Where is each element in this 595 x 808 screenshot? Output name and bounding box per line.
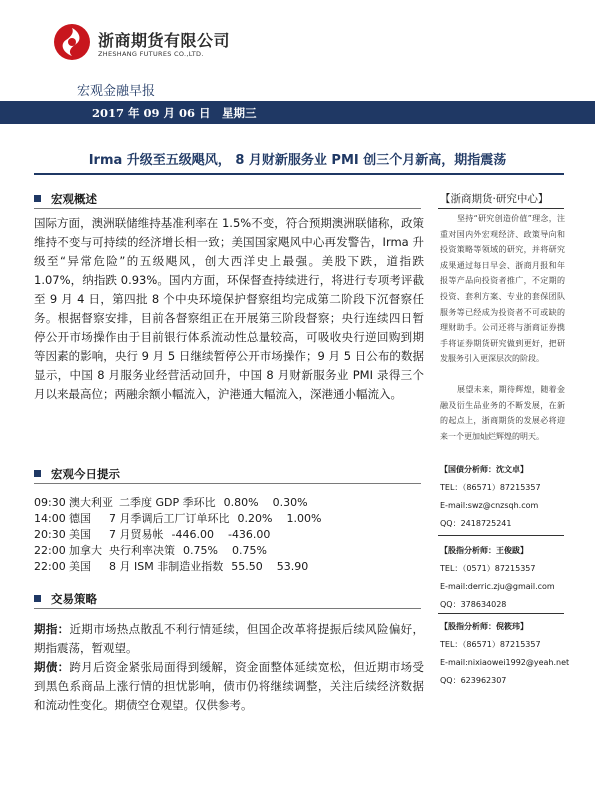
analyst-card <box>440 618 580 690</box>
strategy-item-index-futures: 期指：近期市场热点散乱不利行情延续，但国企改革将提振后续风险偏好，期指震荡，暂观望。 <box>34 622 424 655</box>
calendar-row <box>34 543 321 559</box>
analyst-email[interactable]: E-mail:nixiaowei1992@yeah.net <box>440 658 570 667</box>
event-time: 09:30 <box>34 496 66 509</box>
analyst-email[interactable]: E-mail:derric.zju@gmail.com <box>440 582 555 591</box>
event-time: 20:30 <box>34 528 66 541</box>
company-name-cn: 浙商期货有限公司 <box>98 31 231 50</box>
event-country: 加拿大 <box>69 544 102 557</box>
section-divider <box>34 608 421 609</box>
event-item: 7 月季调后工厂订单环比 <box>109 512 230 525</box>
company-logo <box>52 22 292 72</box>
sidebar-divider <box>438 613 564 614</box>
analyst-card <box>440 461 580 533</box>
date-bar <box>0 101 595 124</box>
headline-divider <box>34 173 564 175</box>
event-forecast: -436.00 <box>227 528 271 541</box>
event-previous: 55.50 <box>231 560 263 573</box>
analyst-name: 【国债分析师：沈文卓】 <box>440 465 528 474</box>
calendar-row <box>34 527 321 543</box>
event-forecast: 53.90 <box>276 560 309 573</box>
section-divider <box>34 483 421 484</box>
headline: Irma 升级至五级飓风， 8 月财新服务业 PMI 创三个月新高，期指震荡 <box>88 153 507 168</box>
event-country: 美国 <box>69 528 91 541</box>
analyst-qq: QQ：623962307 <box>440 676 507 685</box>
analyst-tel: TEL：（86571）87215357 <box>440 483 541 492</box>
report-type: 宏观金融早报 <box>77 84 156 99</box>
event-forecast: 1.00% <box>286 512 322 525</box>
macro-calendar <box>34 495 321 575</box>
section-title-calendar: 宏观今日提示 <box>34 466 120 482</box>
sidebar-divider <box>438 535 564 536</box>
analyst-qq: QQ：378634028 <box>440 600 507 609</box>
analyst-email[interactable]: E-mail:swz@cnzsqh.com <box>440 501 539 510</box>
calendar-row <box>34 511 321 527</box>
strategy-item-bond-futures: 期债：跨月后资金紧张局面得到缓解，资金面整体延续宽松，但近期市场受到黑色系商品上涨行情的担忧影响，债市仍将继续调整，关注后续经济数据和流动性变化。期债空仓观望。仅供参考。 <box>34 660 424 712</box>
event-previous: 0.20% <box>237 512 273 525</box>
strategy-text <box>34 620 424 715</box>
section-title-strategy: 交易策略 <box>34 591 97 607</box>
analyst-name: 【股指分析师：倪筱玮】 <box>440 622 528 631</box>
section-divider <box>34 208 421 209</box>
event-forecast: 0.75% <box>231 544 267 557</box>
square-bullet-icon <box>34 595 41 602</box>
sidebar-paragraph: 坚持“研究创造价值”理念，注重对国内外宏观经济、政策导向和投资策略等领域的研究，并将研究成果通过每日早会、浙商月报和年报等产品向投资者推广，不定期的投资、套利方案、专业的套保团队服务等已经成为投资者不可或缺的理财助手。公司还将与浙商证券携手将证券期货研究做到更好，把研发服务引入更深层次的阶段。 <box>440 214 565 364</box>
event-item: 7 月贸易帐 <box>109 528 164 541</box>
event-time: 22:00 <box>34 544 66 557</box>
sidebar-paragraph: 展望未来，期待辉煌，随着金融及衍生品业务的不断发展，在新的起点上，浙商期货的发展必将迎来一个更加灿烂辉煌的明天。 <box>440 385 565 441</box>
event-time: 22:00 <box>34 560 66 573</box>
sidebar-divider <box>438 208 564 209</box>
event-previous: 0.80% <box>223 496 259 509</box>
analyst-name: 【股指分析师：王俊跋】 <box>440 546 528 555</box>
event-time: 14:00 <box>34 512 66 525</box>
square-bullet-icon <box>34 195 41 202</box>
calendar-row <box>34 559 321 575</box>
sidebar-title: 【浙商期货·研究中心】 <box>440 193 549 205</box>
analyst-qq: QQ：2418725241 <box>440 519 512 528</box>
zheshang-logo-icon <box>52 22 92 62</box>
event-item: 央行利率决策 <box>109 544 175 557</box>
event-forecast: 0.30% <box>272 496 308 509</box>
analyst-tel: TEL：（86571）87215357 <box>440 640 541 649</box>
event-previous: 0.75% <box>183 544 218 557</box>
analyst-card <box>440 542 580 614</box>
event-country: 德国 <box>69 512 91 525</box>
calendar-row <box>34 495 321 511</box>
event-item: 8 月 ISM 非制造业指数 <box>109 560 224 573</box>
square-bullet-icon <box>34 470 41 477</box>
event-previous: -446.00 <box>171 528 214 541</box>
event-country: 美国 <box>69 560 91 573</box>
section-title-overview: 宏观概述 <box>34 191 97 207</box>
overview-text: 国际方面，澳洲联储维持基准利率在 1.5%不变，符合预期澳洲联储称，政策维持不变与可持续的经济增长相一致；美国国家飓风中心再发警告，Irma 升级至“异常危险”的五级飓风，创大西洋史上最强。美股下跌，道指跌 1.07%，纳指跌 0.93%。国内方面，环保督查持续进行，将进行专项考评截至 9 月 4 日，第四批 8 个中央环境保护督察组均完成第二阶段下沉督察任务。根据督察安排，目前各督察组正在开展第三阶段督察；央行连续四日暂停公开市场操作由于目前银行体系流动性总量较高，可吸收央行逆回购到期等因素的影响，央行 9 月 5 日继续暂停公开市场操作；9 月 5 日公布的数据显示，中国 8 月服务业经营活动回升，中国 8 月财新服务业 PMI 录得三个月以来最高位；两融余额小幅流入，沪港通大幅流入，深港通小幅流入。 <box>34 216 424 401</box>
event-country: 澳大利亚 <box>69 496 113 509</box>
report-date: 2017 年 09 月 06 日 星期三 <box>92 106 257 120</box>
analyst-tel: TEL：（0571）87215357 <box>440 564 536 573</box>
event-item: 二季度 GDP 季环比 <box>119 496 216 509</box>
company-name-en: ZHESHANG FUTURES CO.,LTD. <box>98 50 204 58</box>
